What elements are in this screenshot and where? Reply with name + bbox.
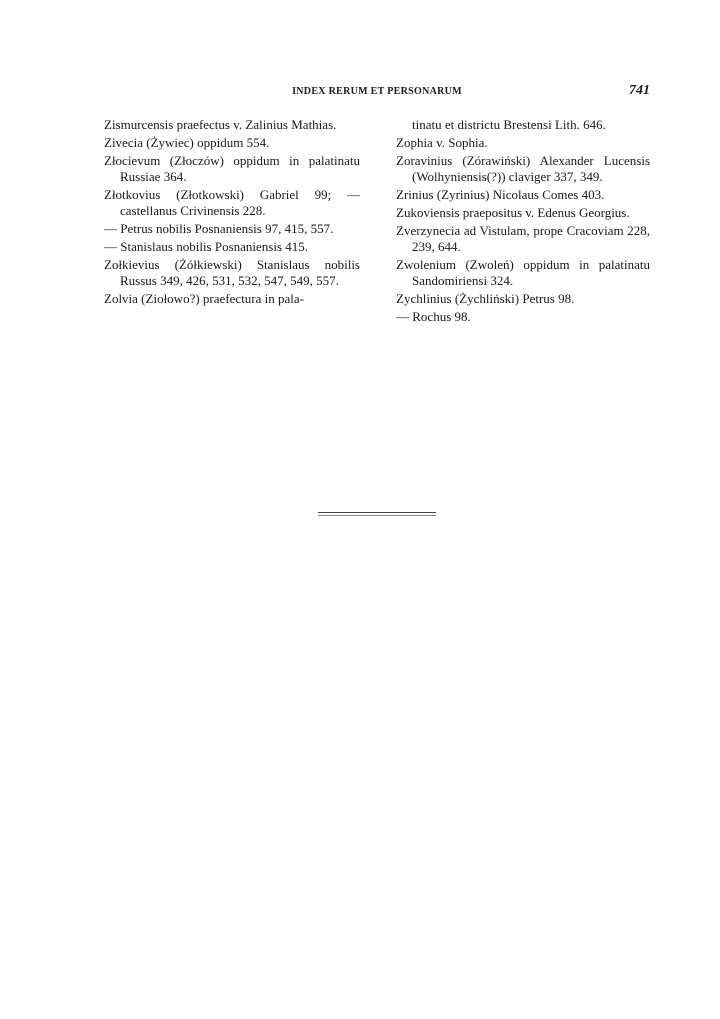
index-entry: Zrinius (Zyrinius) Nicolaus Comes 403.: [396, 187, 605, 202]
page-title: INDEX RERUM ET PERSONARUM: [292, 86, 462, 97]
left-column: [104, 117, 360, 309]
end-rule-line: [318, 515, 436, 516]
index-entry: — Rochus 98.: [396, 309, 471, 324]
page-number: 741: [629, 83, 650, 98]
index-entry: Zychlinius (Żychliński) Petrus 98.: [396, 291, 575, 306]
index-entry: Złotkovius (Złotkowski) Gabriel 99; — castellanus Crivinensis 228.: [104, 187, 360, 218]
index-entry: — Stanislaus nobilis Posnaniensis 415.: [104, 239, 309, 254]
index-entry: Zolvia (Ziołowo?) praefectura in pala-: [104, 291, 304, 306]
index-entry: Zophia v. Sophia.: [396, 135, 488, 150]
index-entry: Zoravinius (Zórawiński) Alexander Lucensis (Wolhyniensis(?)) claviger 337, 349.: [396, 153, 650, 184]
end-rule: [318, 512, 436, 517]
index-entry: Zverzynecia ad Vistulam, prope Cracoviam 228, 239, 644.: [396, 223, 650, 254]
end-rule-line: [318, 512, 436, 513]
index-entry: Złocievum (Złoczów) oppidum in palatinatu Russiae 364.: [104, 153, 360, 184]
index-entry: Zismurcensis praefectus v. Zalinius Mathias.: [104, 117, 337, 132]
index-entry: Zwolenium (Zwoleń) oppidum in palatinatu Sandomiriensi 324.: [396, 257, 650, 288]
index-entry: Zołkievius (Żółkiewski) Stanislaus nobilis Russus 349, 426, 531, 532, 547, 549, 557.: [104, 257, 360, 288]
index-entry: Zukoviensis praepositus v. Edenus Georgius.: [396, 205, 630, 220]
index-entry-continuation: tinatu et districtu Brestensi Lith. 646.: [412, 117, 606, 132]
index-entry: — Petrus nobilis Posnaniensis 97, 415, 557.: [104, 221, 334, 236]
right-column: [396, 117, 650, 327]
running-head: [104, 83, 650, 106]
index-entry: Zivecia (Żywiec) oppidum 554.: [104, 135, 270, 150]
